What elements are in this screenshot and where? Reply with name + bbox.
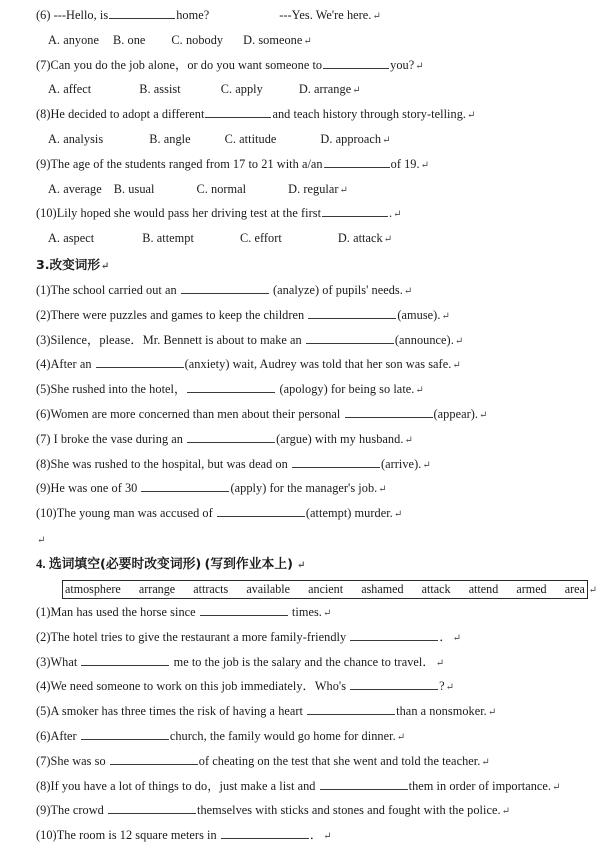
item-text-before: After	[50, 728, 80, 743]
exercise-line	[10, 799, 590, 824]
item-number: (2)	[36, 629, 51, 644]
item-number: (7)	[36, 431, 51, 446]
option-text: aspect	[63, 231, 95, 246]
option-label: B.	[142, 231, 154, 246]
item-number: (3)	[36, 654, 51, 669]
paragraph-mark: ↵	[415, 385, 424, 397]
exercise-line	[10, 775, 590, 800]
paragraph-mark: ↵	[37, 534, 46, 546]
word-bank-word[interactable]: ancient	[308, 582, 344, 597]
paragraph-mark: ↵	[303, 35, 312, 47]
question-text-before: ---Hello, is	[50, 8, 109, 22]
item-text-after: (amuse).	[397, 307, 441, 322]
item-text-before: A smoker has three times the risk of having a heart	[50, 704, 307, 719]
option-label: C.	[239, 231, 252, 246]
exercise-line	[10, 378, 590, 403]
word-bank-word[interactable]: armed	[516, 582, 547, 597]
answer-blank[interactable]	[96, 356, 184, 369]
paragraph-mark: ↵	[467, 110, 476, 122]
item-text-before: She was rushed to the hospital, but was dead on	[50, 456, 291, 471]
paragraph-mark: ↵	[404, 434, 413, 446]
item-text-after: (attempt) murder.	[305, 506, 393, 521]
section-heading-4	[10, 551, 590, 579]
paragraph-mark: ↵	[297, 559, 306, 571]
option-label: A.	[48, 32, 61, 47]
paragraph-mark: ↵	[322, 607, 332, 619]
paragraph-mark: ↵	[420, 159, 430, 171]
item-text-before: The school carried out an	[50, 282, 180, 297]
word-bank-word[interactable]: attack	[421, 582, 451, 597]
answer-blank[interactable]	[81, 727, 169, 740]
answer-blank[interactable]	[81, 653, 169, 666]
answer-blank[interactable]	[181, 281, 269, 294]
section-number: 4.	[36, 556, 46, 571]
option-line	[10, 78, 590, 103]
option-text: apply	[235, 82, 263, 97]
option-line	[10, 128, 590, 153]
item-number: (4)	[36, 679, 51, 694]
option-label: D.	[320, 131, 333, 146]
exercise-line	[10, 453, 590, 478]
exercise-line	[10, 725, 590, 750]
question-number: (10)	[36, 206, 57, 221]
paragraph-mark: ↵	[441, 310, 450, 322]
item-text-after: (apology) for being so late.	[276, 382, 415, 397]
answer-option-c[interactable]	[197, 178, 247, 201]
paragraph-mark: ↵	[452, 360, 461, 372]
answer-blank[interactable]	[323, 56, 389, 69]
word-bank-box	[62, 580, 597, 599]
option-text: assist	[153, 82, 181, 97]
option-text: angle	[163, 131, 191, 146]
item-text-after: of cheating on the test that she went and told the teacher.	[198, 753, 481, 768]
exercise-line	[10, 502, 590, 527]
answer-option-c[interactable]	[240, 227, 282, 250]
option-label: C.	[171, 32, 183, 47]
section-heading-note: (写到作业本上)	[204, 556, 293, 572]
answer-blank[interactable]	[200, 603, 288, 616]
item-text-after: ．	[309, 828, 323, 843]
item-text-before: She rushed into the hotel，	[50, 382, 187, 397]
paragraph-mark: ↵	[372, 11, 381, 22]
option-text: one	[127, 32, 146, 47]
paragraph-mark: ↵	[452, 632, 462, 644]
answer-blank[interactable]	[322, 205, 388, 218]
exercise-line	[10, 700, 590, 725]
item-number: (9)	[36, 803, 51, 818]
item-text-after: (argue) with my husband.	[276, 431, 404, 446]
option-text: arrange	[314, 82, 352, 97]
item-text-before: The room is 12 square meters in	[56, 828, 220, 843]
answer-option-a[interactable]	[48, 78, 91, 101]
item-text-after: ?	[439, 679, 445, 694]
exercise-line	[10, 601, 590, 626]
option-label: B.	[149, 131, 161, 146]
item-text-after: (arrive).	[380, 456, 422, 471]
question-text-before: The age of the students ranged from 17 to 21 with a/an	[50, 156, 323, 171]
item-text-after: (apply) for the manager's job.	[230, 481, 378, 496]
answer-blank[interactable]	[187, 430, 275, 443]
option-text: effort	[254, 231, 282, 246]
paragraph-mark: ↵	[435, 657, 445, 669]
item-text-after: ．	[439, 629, 452, 644]
option-text: anyone	[63, 32, 99, 47]
option-label: D.	[243, 32, 256, 47]
answer-option-c[interactable]	[221, 78, 263, 101]
item-text-after: (anxiety) wait, Audrey was told that her son was safe.	[184, 357, 452, 372]
paragraph-mark: ↵	[479, 409, 488, 421]
item-text-after: than a nonsmoker.	[396, 704, 487, 719]
answer-blank[interactable]	[306, 331, 394, 344]
paragraph-mark: ↵	[422, 459, 431, 471]
answer-blank[interactable]	[108, 802, 196, 815]
question-line	[10, 4, 590, 29]
item-text-before: What	[50, 654, 81, 669]
question-text-after: home?	[176, 8, 210, 22]
question-response-text: ---Yes. We're here.	[279, 8, 372, 22]
option-line	[10, 227, 590, 252]
option-text: attack	[353, 231, 383, 246]
item-text-before: We need someone to work on this job immediately．Who's	[50, 679, 350, 694]
section-heading-text: 选词填空(必要时改变词形)	[48, 556, 202, 572]
option-label: A.	[48, 131, 61, 146]
paragraph-mark: ↵	[487, 707, 497, 719]
exercise-line	[10, 477, 590, 502]
item-number: (7)	[36, 753, 51, 768]
item-number: (2)	[36, 307, 51, 322]
answer-blank[interactable]	[324, 155, 390, 168]
question-number: (7)	[36, 57, 51, 72]
answer-blank[interactable]	[187, 380, 275, 393]
paragraph-mark: ↵	[323, 831, 332, 843]
item-text-before: There were puzzles and games to keep the children	[50, 307, 308, 322]
question-number: (6)	[36, 8, 51, 22]
question-number: (9)	[36, 156, 51, 171]
exercise-line	[10, 675, 590, 700]
exercise-line	[10, 750, 590, 775]
question-line	[10, 202, 590, 227]
option-label: D.	[337, 231, 350, 246]
question-line	[10, 54, 590, 79]
answer-option-b[interactable]	[142, 227, 194, 250]
question-text-after: .	[389, 206, 393, 221]
answer-blank[interactable]	[307, 702, 395, 715]
word-bank-word[interactable]: arrange	[138, 582, 176, 597]
answer-blank[interactable]	[221, 826, 309, 839]
word-bank-list	[63, 581, 587, 598]
answer-option-d[interactable]	[338, 227, 383, 250]
option-label: D.	[298, 82, 311, 97]
item-text-before: I broke the vase during an	[50, 431, 187, 446]
answer-option-b[interactable]	[149, 128, 190, 151]
word-bank-word[interactable]: attend	[468, 582, 499, 597]
answer-option-d[interactable]	[320, 128, 381, 151]
exercise-line	[10, 304, 590, 329]
word-bank-word[interactable]: area	[564, 582, 585, 597]
option-line	[10, 178, 590, 203]
answer-blank[interactable]	[110, 752, 198, 765]
answer-blank[interactable]	[350, 678, 438, 691]
paragraph-mark: ↵	[352, 85, 361, 97]
item-number: (6)	[36, 728, 51, 743]
word-bank-word[interactable]: ashamed	[361, 582, 404, 597]
option-label: C.	[196, 181, 208, 196]
item-text-before: Women are more concerned than men about their personal	[50, 406, 344, 421]
answer-option-d[interactable]	[299, 78, 351, 101]
paragraph-mark: ↵	[445, 682, 455, 694]
answer-option-b[interactable]	[113, 29, 145, 52]
option-text: regular	[303, 181, 339, 196]
item-number: (10)	[36, 506, 57, 521]
exercise-line	[10, 428, 590, 453]
answer-option-a[interactable]	[48, 29, 99, 52]
paragraph-mark: ↵	[100, 260, 110, 272]
paragraph-mark: ↵	[393, 509, 403, 521]
item-number: (6)	[36, 406, 51, 421]
item-text-after: them in order of importance.	[408, 778, 552, 793]
item-text-before: The young man was accused of	[56, 506, 216, 521]
exercise-line	[10, 403, 590, 428]
answer-option-a[interactable]	[48, 178, 102, 201]
item-text-before: The hotel tries to give the restaurant a more family-friendly	[50, 629, 350, 644]
item-text-after: (appear).	[433, 406, 478, 421]
item-number: (10)	[36, 828, 57, 843]
paragraph-mark: ↵	[481, 756, 490, 768]
answer-option-c[interactable]	[171, 29, 223, 52]
answer-option-d[interactable]	[243, 29, 302, 52]
exercise-line	[10, 824, 590, 849]
option-text: usual	[128, 181, 155, 196]
item-text-before: Man has used the horse since	[50, 604, 199, 619]
option-text: analysis	[63, 131, 104, 146]
option-label: B.	[139, 82, 151, 97]
item-number: (8)	[36, 456, 51, 471]
answer-blank[interactable]	[345, 405, 433, 418]
exercise-line	[10, 279, 590, 304]
paragraph-mark: ↵	[382, 134, 391, 146]
question-line	[10, 153, 590, 178]
paragraph-mark: ↵	[339, 184, 348, 196]
item-number: (8)	[36, 778, 51, 793]
answer-option-a[interactable]	[48, 227, 94, 250]
item-text-after: church, the family would go home for dinner.	[169, 728, 396, 743]
question-text-after: you?	[390, 57, 415, 72]
question-text-after: and teach history through story-telling.	[272, 107, 467, 122]
option-text: nobody	[185, 32, 224, 47]
option-label: A.	[48, 181, 61, 196]
question-line	[10, 103, 590, 128]
question-text-before: He decided to adopt a different	[50, 107, 205, 122]
word-bank-word[interactable]: available	[246, 582, 291, 597]
answer-blank[interactable]	[308, 306, 396, 319]
option-text: approach	[335, 131, 382, 146]
item-number: (3)	[36, 332, 51, 347]
item-text-before: The crowd	[50, 803, 107, 818]
paragraph-mark: ↵	[393, 209, 402, 221]
item-number: (5)	[36, 704, 51, 719]
item-text-before: After an	[50, 357, 95, 372]
answer-blank[interactable]	[350, 628, 438, 641]
section-heading-3	[10, 252, 590, 279]
document-content	[10, 4, 597, 849]
item-text-before: If you have a lot of things to do，just make a list and	[50, 778, 319, 793]
item-text-after: themselves with sticks and stones and fought with the police.	[197, 803, 501, 818]
word-bank-word[interactable]: attracts	[193, 582, 229, 597]
option-label: A.	[48, 231, 61, 246]
option-line	[10, 29, 590, 54]
option-text: average	[63, 181, 102, 196]
option-label: B.	[113, 181, 126, 196]
item-number: (1)	[36, 604, 51, 619]
answer-option-d[interactable]	[288, 178, 338, 201]
option-label: D.	[288, 181, 301, 196]
item-text-before: Silence，please．Mr. Bennett is about to make an	[50, 332, 305, 347]
answer-blank[interactable]	[217, 504, 305, 517]
empty-paragraph-line	[10, 527, 590, 551]
question-number: (8)	[36, 107, 51, 122]
option-text: normal	[211, 181, 247, 196]
answer-option-b[interactable]	[139, 78, 180, 101]
question-text-after: of 19.	[390, 156, 420, 171]
item-text-before: She was so	[50, 753, 109, 768]
item-number: (5)	[36, 382, 51, 397]
option-text: attempt	[156, 231, 194, 246]
answer-option-b[interactable]	[114, 178, 155, 201]
option-label: B.	[113, 32, 125, 47]
answer-blank[interactable]	[292, 455, 380, 468]
paragraph-mark: ↵	[454, 335, 464, 347]
item-number: (4)	[36, 357, 51, 372]
item-number: (9)	[36, 481, 51, 496]
answer-option-a[interactable]	[48, 128, 103, 151]
exercise-line	[10, 651, 590, 676]
exercise-line	[10, 353, 590, 378]
answer-blank[interactable]	[109, 6, 175, 19]
answer-option-c[interactable]	[225, 128, 277, 151]
answer-blank[interactable]	[141, 480, 229, 493]
paragraph-mark: ↵	[403, 285, 413, 297]
item-text-after: me to the job is the salary and the chance to travel．	[170, 654, 435, 669]
question-text-before: Lily hoped she would pass her driving test at the first	[56, 206, 322, 221]
paragraph-mark: ↵	[552, 781, 561, 793]
item-text-after: (announce).	[394, 332, 454, 347]
exercise-line	[10, 626, 590, 651]
paragraph-mark: ↵	[383, 234, 393, 246]
item-number: (1)	[36, 282, 51, 297]
question-text-before: Can you do the job alone，or do you want someone to	[50, 57, 323, 72]
paragraph-mark: ↵	[588, 584, 597, 596]
answer-blank[interactable]	[320, 777, 408, 790]
paragraph-mark: ↵	[396, 731, 406, 743]
option-text: someone	[258, 32, 303, 47]
paragraph-mark: ↵	[378, 484, 387, 496]
paragraph-mark: ↵	[415, 60, 424, 72]
option-text: attitude	[239, 131, 277, 146]
item-text-after: (analyze) of pupils' needs.	[269, 282, 403, 297]
option-label: C.	[224, 131, 237, 146]
section-heading-text: 3.改变词形	[36, 256, 100, 272]
option-label: A.	[48, 82, 61, 97]
item-text-before: He was one of 30	[50, 481, 141, 496]
paragraph-mark: ↵	[501, 806, 511, 818]
word-bank-word[interactable]: atmosphere	[65, 582, 121, 597]
option-text: affect	[63, 82, 92, 97]
answer-blank[interactable]	[205, 106, 271, 119]
item-text-after: times.	[288, 604, 322, 619]
option-label: C.	[220, 82, 233, 97]
exercise-line	[10, 329, 590, 354]
